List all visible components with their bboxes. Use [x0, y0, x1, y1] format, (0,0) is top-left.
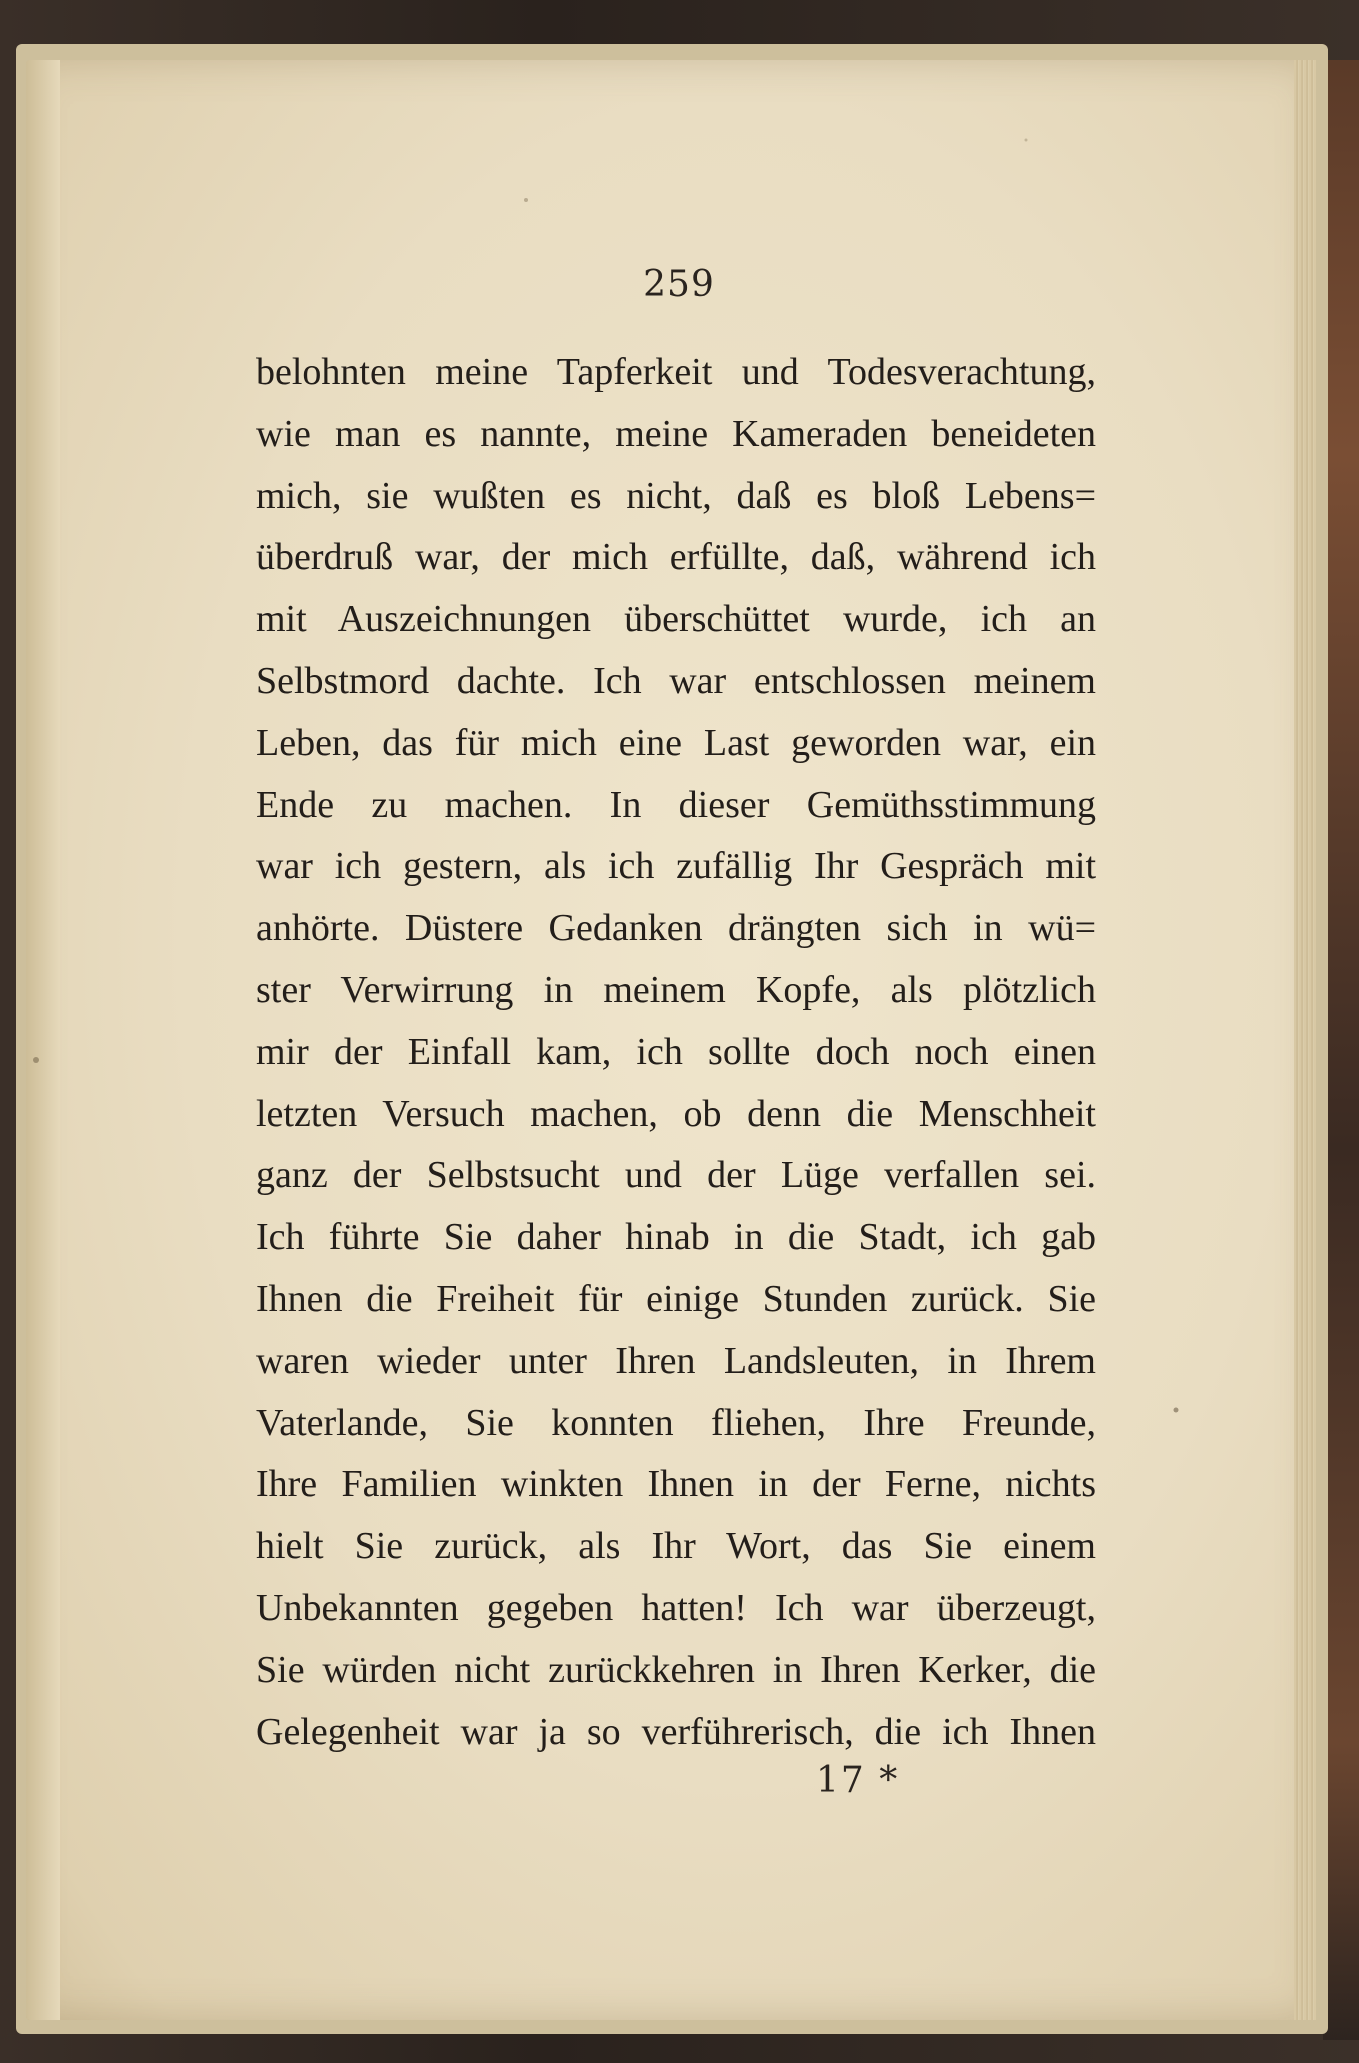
text-line: überdruß war, der mich erfüllte, daß, während ich: [256, 536, 1096, 579]
text-line: ganz der Selbstsucht und der Lüge verfallen sei.: [256, 1154, 1096, 1197]
text-line: Selbstmord dachte. Ich war entschlossen meinem: [256, 659, 1096, 702]
text-line: Ihnen die Freiheit für einige Stunden zurück. Sie: [256, 1277, 1096, 1320]
text-line: Sie würden nicht zurückkehren in Ihren Kerker, die: [256, 1648, 1096, 1691]
text-line: letzten Versuch machen, ob denn die Menschheit: [256, 1092, 1096, 1135]
text-line: war ich gestern, als ich zufällig Ihr Gespräch mit: [256, 845, 1096, 888]
text-line: Gelegenheit war ja so verführerisch, die ich Ihnen: [256, 1710, 1096, 1753]
text-line: Ich führte Sie daher hinab in die Stadt, ich gab: [256, 1216, 1096, 1259]
text-line: wie man es nannte, meine Kameraden beneideten: [256, 412, 1096, 455]
text-line: mir der Einfall kam, ich sollte doch noch einen: [256, 1030, 1096, 1073]
page-number: 259: [643, 264, 715, 305]
page-fore-edge: [1294, 60, 1316, 2020]
text-line: Vaterlande, Sie konnten fliehen, Ihre Freunde,: [256, 1401, 1096, 1444]
text-line: mich, sie wußten es nicht, daß es bloß Lebens=: [256, 474, 1096, 517]
book-page: [26, 60, 1316, 2020]
cover-edge: [1323, 60, 1359, 2040]
text-line: belohnten meine Tapferkeit und Todesverachtung,: [256, 351, 1096, 393]
text-line: hielt Sie zurück, als Ihr Wort, das Sie einem: [256, 1525, 1096, 1568]
body-text: [256, 342, 1096, 1763]
text-line: Leben, das für mich eine Last geworden war, ein: [256, 721, 1096, 764]
page-gutter: [26, 60, 60, 2020]
text-line: Unbekannten gegeben hatten! Ich war überzeugt,: [256, 1586, 1096, 1629]
text-line: Ende zu machen. In dieser Gemüthsstimmung: [256, 783, 1096, 826]
signature-mark: 17 *: [816, 1760, 900, 1801]
text-line: ster Verwirrung in meinem Kopfe, als plötzlich: [256, 968, 1096, 1011]
text-line: anhörte. Düstere Gedanken drängten sich in wü=: [256, 907, 1096, 950]
text-line: Ihre Familien winkten Ihnen in der Ferne, nichts: [256, 1463, 1096, 1506]
text-line: waren wieder unter Ihren Landsleuten, in Ihrem: [256, 1339, 1096, 1382]
text-line: mit Auszeichnungen überschüttet wurde, ich an: [256, 598, 1096, 641]
